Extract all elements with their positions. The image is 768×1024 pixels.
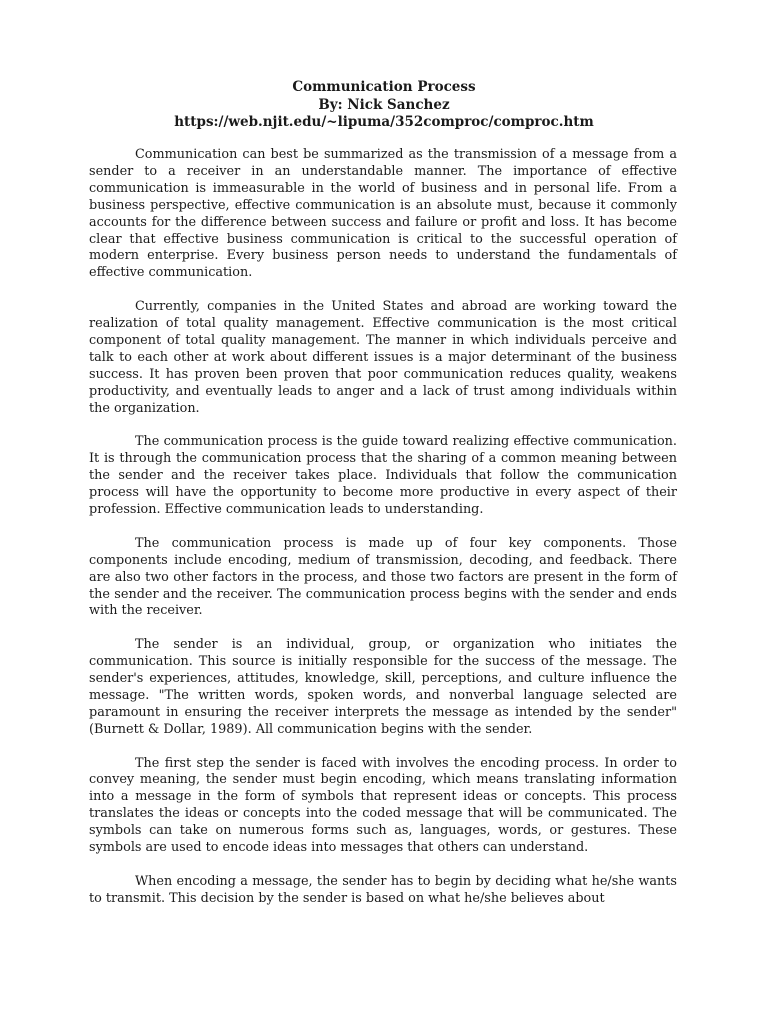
document-header [0,79,768,132]
paragraph-1: Communication can best be summarized as the transmission of a message from a sender to a receiver in an understandable manner. The importance of effective communication is immeasurable in the world of business and in personal life. From a business perspective, effective communication is an absolute must, because it commonly accounts for the difference between success and failure or profit and loss. It has become clear that effective business communication is critical to the successful operation of modern enterprise. Every business person needs to understand the fundamentals of effective communication. [89,147,677,281]
document-source-url: https://web.njit.edu/~lipuma/352comproc/comproc.htm [174,114,594,130]
paragraph-3: The communication process is the guide toward realizing effective communication. It is through the communication process that the sharing of a common meaning between the sender and the receiver takes place. Individuals that follow the communication process will have the opportunity to become more productive in every aspect of their profession. Effective communication leads to understanding. [89,434,677,517]
paragraph-6: The first step the sender is faced with involves the encoding process. In order to convey meaning, the sender must begin encoding, which means translating information into a message in the form of symbols that represent ideas or concepts. This process translates the ideas or concepts into the coded message that will be communicated. The symbols can take on numerous forms such as, languages, words, or gestures. These symbols are used to encode ideas into messages that others can understand. [89,755,677,856]
document-author: By: Nick Sanchez [318,96,450,113]
paragraph-5: The sender is an individual, group, or organization who initiates the communication. This source is initially responsible for the success of the message. The sender's experiences, attitudes, knowledge, skill, perceptions, and culture influence the message. "The written words, spoken words, and nonverbal language selected are paramount in ensuring the receiver interprets the message as intended by the sender" (Burnett & Dollar, 1989). All communication begins with the sender. [89,637,677,737]
paragraph-2: Currently, companies in the United States and abroad are working toward the realization of total quality management. Effective communication is the most critical component of total quality management. The manner in which individuals perceive and talk to each other at work about different issues is a major determinant of the business success. It has proven been proven that poor communication reduces quality, weakens productivity, and eventually leads to anger and a lack of trust among individuals within the organization. [89,299,677,416]
paragraph-7: When encoding a message, the sender has to begin by deciding what he/she wants to transmit. This decision by the sender is based on what he/she believes about [89,873,677,906]
document-title: Communication Process [292,79,476,95]
document-body [89,147,677,925]
paragraph-4: The communication process is made up of four key components. Those components include encoding, medium of transmission, decoding, and feedback. There are also two other factors in the process, and those two factors are present in the form of the sender and the receiver. The communication process begins with the sender and ends with the receiver. [89,535,677,619]
